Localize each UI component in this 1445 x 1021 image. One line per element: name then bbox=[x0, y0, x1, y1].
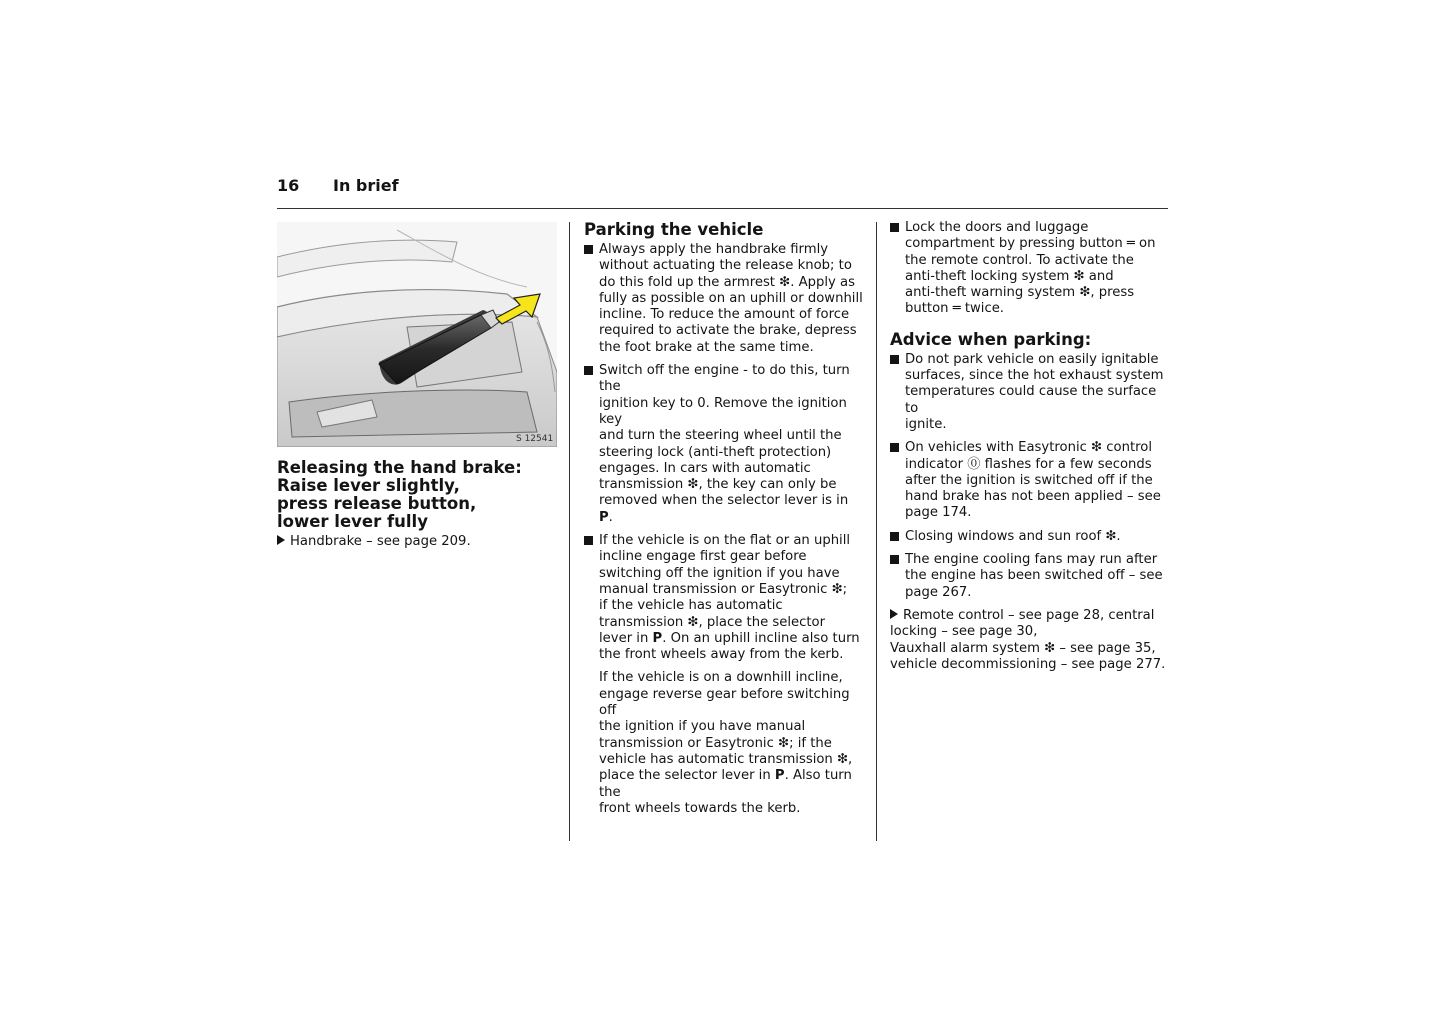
text-line: page 267. bbox=[905, 584, 972, 600]
text-span: . bbox=[608, 509, 613, 525]
text-line: front wheels towards the kerb. bbox=[599, 800, 801, 816]
text-line: compartment by pressing button ═ on bbox=[905, 236, 1156, 252]
text-span: . On an uphill incline also turn bbox=[662, 630, 860, 646]
text-line: do this fold up the armrest ❇. Apply as bbox=[599, 274, 855, 290]
bullet-icon bbox=[890, 443, 899, 452]
caption-line: lower lever fully bbox=[277, 512, 428, 531]
section-title: In brief bbox=[333, 176, 399, 195]
parking-column bbox=[584, 220, 866, 824]
bullet-icon bbox=[584, 245, 593, 254]
caption-line: Raise lever slightly, bbox=[277, 476, 460, 495]
reference-text: Handbrake – see page 209. bbox=[290, 534, 471, 549]
text-line: vehicle decommissioning – see page 277. bbox=[890, 656, 1166, 672]
text-span: . Also turn the bbox=[599, 768, 852, 800]
text-line: switching off the ignition if you have bbox=[599, 565, 840, 581]
text-line bbox=[599, 768, 866, 801]
text-line: surfaces, since the hot exhaust system bbox=[905, 368, 1164, 384]
bold-span: P bbox=[599, 509, 609, 525]
column-divider bbox=[876, 222, 877, 841]
text-line: the ignition if you have manual bbox=[599, 719, 806, 735]
bullet-icon bbox=[890, 532, 899, 541]
figure-label: S 12541 bbox=[516, 434, 554, 444]
list-item bbox=[584, 242, 866, 356]
text-line: incline engage first gear before bbox=[599, 549, 807, 565]
bullet-icon bbox=[890, 355, 899, 364]
handbrake-illustration bbox=[277, 222, 557, 447]
text-line: fully as possible on an uphill or downhill bbox=[599, 290, 863, 306]
text-line bbox=[599, 493, 866, 526]
text-line: Switch off the engine - to do this, turn the bbox=[599, 363, 850, 395]
list-item bbox=[890, 220, 1170, 318]
text-line: Do not park vehicle on easily ignitable bbox=[905, 351, 1159, 367]
list-item bbox=[890, 529, 1170, 545]
parking-title: Parking the vehicle bbox=[584, 220, 764, 239]
page-number: 16 bbox=[277, 176, 300, 195]
references bbox=[890, 608, 1170, 673]
text-line: the foot brake at the same time. bbox=[599, 339, 814, 355]
text-line: button ═ twice. bbox=[905, 301, 1004, 317]
text-line: anti-theft locking system ❇ and bbox=[905, 268, 1114, 284]
text-line: Always apply the handbrake firmly bbox=[599, 242, 829, 257]
text-line: locking – see page 30, bbox=[890, 624, 1038, 640]
text-line: incline. To reduce the amount of force bbox=[599, 307, 850, 323]
text-line: Lock the doors and luggage bbox=[905, 220, 1089, 235]
text-line: ignite. bbox=[905, 416, 947, 432]
text-line: vehicle has automatic transmission ❇, bbox=[599, 751, 853, 767]
list-item bbox=[890, 552, 1170, 601]
text-line: if the vehicle has automatic bbox=[599, 598, 783, 614]
text-span: place the selector lever in bbox=[599, 768, 775, 784]
text-span: removed when the selector lever is in bbox=[599, 493, 849, 509]
list-item bbox=[584, 363, 866, 526]
text-line: On vehicles with Easytronic ❇ control bbox=[905, 440, 1153, 456]
text-line: after the ignition is switched off if the bbox=[905, 472, 1153, 488]
text-line: engages. In cars with automatic bbox=[599, 460, 811, 476]
text-span: lever in bbox=[599, 630, 653, 646]
text-line: The engine cooling fans may run after bbox=[905, 552, 1158, 568]
text-line: without actuating the release knob; to bbox=[599, 258, 852, 274]
bold-span: P bbox=[652, 630, 663, 646]
text-span: Remote control – see page 28, central bbox=[903, 607, 1155, 623]
handbrake-caption bbox=[277, 459, 557, 531]
caption-line: Releasing the hand brake: bbox=[277, 458, 522, 477]
column-divider bbox=[569, 222, 570, 841]
triangle-right-icon bbox=[890, 609, 898, 619]
text-line: transmission ❇, place the selector bbox=[599, 614, 826, 630]
handbrake-reference bbox=[277, 534, 471, 549]
text-line: Vauxhall alarm system ❇ – see page 35, bbox=[890, 640, 1156, 656]
advice-column bbox=[890, 220, 1170, 673]
text-line: If the vehicle is on the flat or an uphill bbox=[599, 533, 851, 549]
text-line: required to activate the brake, depress bbox=[599, 323, 857, 339]
header-divider bbox=[277, 208, 1168, 209]
caption-line: press release button, bbox=[277, 494, 477, 513]
text-line: the engine has been switched off – see bbox=[905, 568, 1163, 584]
bullet-icon bbox=[890, 223, 899, 232]
text-line: the front wheels away from the kerb. bbox=[599, 647, 844, 663]
handbrake-drawing bbox=[277, 222, 557, 447]
text-line: temperatures could cause the surface to bbox=[905, 384, 1157, 416]
text-line bbox=[890, 608, 1170, 624]
text-line: hand brake has not been applied – see bbox=[905, 489, 1161, 505]
list-item bbox=[890, 440, 1170, 521]
text-line: engage reverse gear before switching off bbox=[599, 686, 850, 719]
text-line: and turn the steering wheel until the bbox=[599, 428, 842, 444]
bullet-icon bbox=[584, 366, 593, 375]
text-line: ignition key to 0. Remove the ignition key bbox=[599, 395, 847, 427]
text-line bbox=[599, 631, 866, 647]
text-line: page 174. bbox=[905, 505, 972, 521]
downhill-paragraph bbox=[584, 670, 866, 817]
text-line: anti-theft warning system ❇, press bbox=[905, 285, 1135, 301]
text-line: transmission or Easytronic ❇; if the bbox=[599, 735, 832, 751]
text-line: manual transmission or Easytronic ❇; bbox=[599, 581, 848, 597]
advice-title: Advice when parking: bbox=[890, 329, 1092, 349]
text-line: indicator ⓪ flashes for a few seconds bbox=[905, 456, 1152, 472]
text-line: If the vehicle is on a downhill incline, bbox=[599, 670, 843, 686]
list-item bbox=[584, 533, 866, 663]
bullet-icon bbox=[890, 555, 899, 564]
list-item bbox=[890, 352, 1170, 433]
text-line: the remote control. To activate the bbox=[905, 252, 1134, 268]
triangle-right-icon bbox=[277, 535, 285, 545]
bold-span: P bbox=[774, 768, 785, 784]
text-line: transmission ❇, the key can only be bbox=[599, 477, 837, 493]
text-line: steering lock (anti-theft protection) bbox=[599, 444, 832, 460]
bullet-icon bbox=[584, 536, 593, 545]
text-line: Closing windows and sun roof ❇. bbox=[905, 528, 1121, 544]
